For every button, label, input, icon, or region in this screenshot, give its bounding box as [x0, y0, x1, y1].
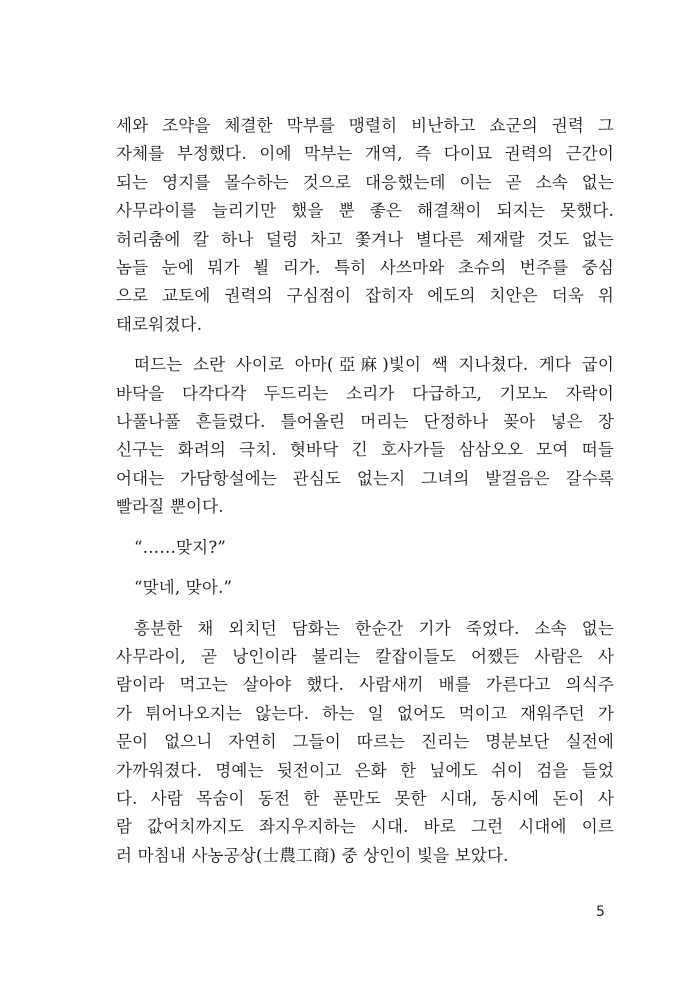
paragraph-gap [116, 562, 614, 574]
text-line: 흥분한 채 외치던 담화는 한순간 기가 죽었다. 소속 없는 [134, 618, 614, 638]
text-line: 나풀나풀 흔들렸다. 틀어올린 머리는 단정하나 꽂아 넣은 장 [116, 412, 614, 432]
text-line: 문이 없으니 자연히 그들이 따르는 진리는 명분보단 실전에 [116, 732, 614, 752]
paragraph-3 [116, 615, 614, 871]
page-body [116, 112, 614, 870]
text-line: 어대는 가담항설에는 관심도 없는지 그녀의 발걸음은 갈수록 [116, 468, 614, 488]
dialogue-line-2: “맞네, 맞아.” [134, 578, 233, 598]
text-line: 사무라이를 늘리기만 했을 뿐 좋은 해결책이 되지는 못했다. [116, 201, 614, 221]
text-line: 바닥을 다각다각 두드리는 소리가 다급하고, 기모노 자락이 [116, 383, 614, 403]
text-line: 람 값어치까지도 좌지우지하는 시대. 바로 그런 시대에 이르 [116, 817, 614, 837]
text-line: 다. 사람 목숨이 동전 한 푼만도 못한 시대, 동시에 돈이 사 [116, 788, 614, 808]
paragraph-2 [116, 351, 614, 521]
page-number: 5 [596, 904, 605, 920]
text-line: 태로워졌다. [116, 314, 203, 334]
paragraph-gap [116, 339, 614, 351]
text-line: 가까워졌다. 명예는 뒷전이고 은화 한 닢에도 쉬이 검을 들었 [116, 760, 614, 780]
text-line: 허리춤에 칼 하나 덜렁 차고 쫓겨나 별다른 제재랄 것도 없는 [116, 229, 614, 249]
dialogue-line-1: “……맞지?” [134, 537, 226, 557]
text-line: 사무라이, 곧 낭인이라 불리는 칼잡이들도 어쨌든 사람은 사 [116, 646, 614, 666]
text-line: 신구는 화려의 극치. 혓바닥 긴 호사가들 삼삼오오 모여 떠들 [116, 440, 614, 460]
text-line: 빨라질 뿐이다. [116, 497, 224, 517]
text-line: 람이라 먹고는 살아야 했다. 사람새끼 배를 가른다고 의식주 [116, 675, 614, 695]
text-line: 러 마침내 사농공상(士農工商) 중 상인이 빛을 보았다. [116, 845, 509, 865]
paragraph-gap [116, 603, 614, 615]
text-line: 되는 영지를 몰수하는 것으로 대응했는데 이는 곧 소속 없는 [116, 172, 614, 192]
text-line: 놈들 눈에 뭐가 뵐 리가. 특히 사쓰마와 초슈의 번주를 중심 [116, 258, 614, 278]
text-line: 떠드는 소란 사이로 아마(亞麻)빛이 쌕 지나쳤다. 게다 굽이 [134, 355, 614, 375]
text-line: 가 튀어나오지는 않는다. 하는 일 없어도 먹이고 재워주던 가 [116, 703, 614, 723]
paragraph-gap [116, 522, 614, 534]
paragraph-1 [116, 112, 614, 339]
text-line: 으로 교토에 권력의 구심점이 잡히자 에도의 치안은 더욱 위 [116, 286, 614, 306]
text-line: 자체를 부정했다. 이에 막부는 개역, 즉 다이묘 권력의 근간이 [116, 144, 614, 164]
text-line: 세와 조약을 체결한 막부를 맹렬히 비난하고 쇼군의 권력 그 [116, 116, 614, 135]
